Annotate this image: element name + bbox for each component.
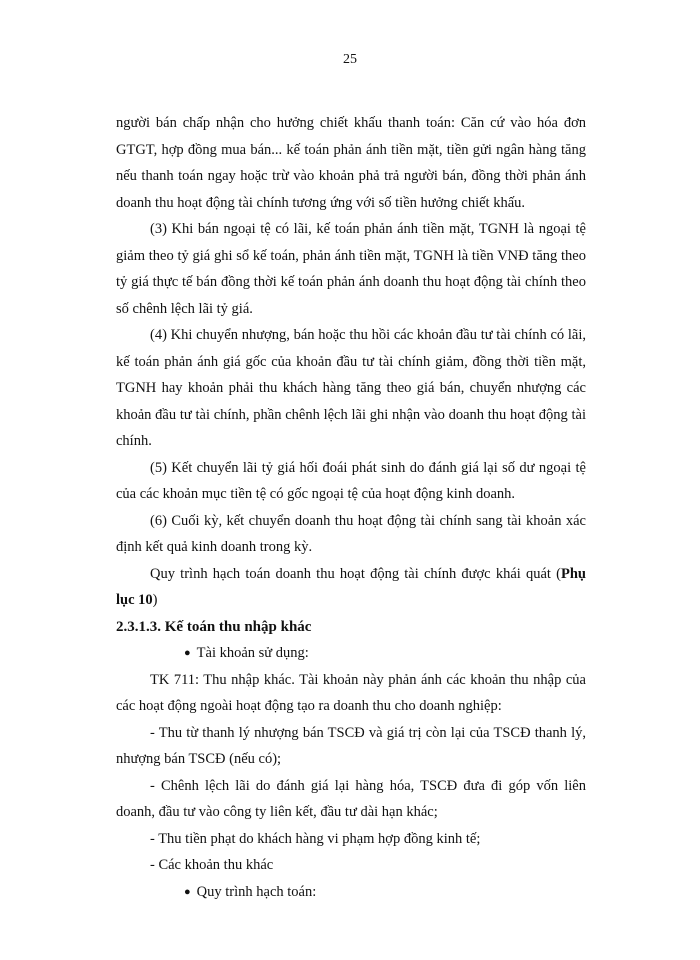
paragraph-ket-chuyen-lai: (5) Kết chuyển lãi tỷ giá hối đoái phát sinh do đánh giá lại số dư ngoại tệ của các khoản mục tiền tệ có gốc ngoại tệ của hoạt động kinh doanh. (116, 459, 586, 502)
list-item-thanh-ly: - Thu từ thanh lý nhượng bán TSCĐ và giá trị còn lại của TSCĐ thanh lý, nhượng bán TSCĐ (nếu có); (116, 724, 586, 767)
paragraph-ban-ngoai-te: (3) Khi bán ngoại tệ có lãi, kế toán phản ánh tiền mặt, TGNH là ngoại tệ giảm theo tỷ giá ghi sổ kế toán, phản ánh tiền mặt, TGNH là tiền VNĐ tăng theo tỷ giá thực tế bán đồng thời kế toán phản ánh doanh thu hoạt động tài chính theo số chênh lệch lãi tỷ giá. (116, 221, 586, 317)
list-item-chenh-lech: - Chênh lệch lãi do đánh giá lại hàng hóa, TSCĐ đưa đi góp vốn liên doanh, đầu tư vào công ty liên kết, đầu tư dài hạn khác; (116, 777, 586, 820)
document-body (116, 110, 586, 905)
paragraph-chuyen-nhuong: (4) Khi chuyển nhượng, bán hoặc thu hồi các khoản đầu tư tài chính có lãi, kế toán phản ánh giá gốc của khoản đầu tư tài chính giảm, đồng thời tiền mặt, TGNH hay khoản phải thu khách hàng tăng theo giá bán, chuyển nhượng các khoản đầu tư tài chính, phần chênh lệch lãi ghi nhận vào doanh thu hoạt động tài chính. (116, 327, 586, 449)
paragraph-quy-trinh-end: ) (152, 592, 158, 608)
page-number: 25 (343, 52, 357, 67)
paragraph-chiet-khau: người bán chấp nhận cho hưởng chiết khấu thanh toán: Căn cứ vào hóa đơn GTGT, hợp đồng mua bán... kế toán phản ánh tiền mặt, tiền gửi ngân hàng tăng nếu thanh toán ngay hoặc trừ vào khoản phả trả người bán, đồng thời phản ánh doanh thu hoạt động tài chính tương ứng với số tiền hưởng chiết khấu. (116, 115, 586, 211)
paragraph-quy-trinh-text: Quy trình hạch toán doanh thu hoạt động tài chính được khái quát ( (150, 565, 561, 582)
bullet-quy-trinh-text: Quy trình hạch toán: (196, 883, 317, 900)
bullet-icon: ● (184, 647, 191, 659)
section-heading: 2.3.1.3. Kế toán thu nhập khác (116, 618, 312, 635)
paragraph-cuoi-ky: (6) Cuối kỳ, kết chuyển doanh thu hoạt động tài chính sang tài khoản xác định kết quả kinh doanh trong kỳ. (116, 512, 586, 555)
list-item-tien-phat: - Thu tiền phạt do khách hàng vi phạm hợp đồng kinh tế; (150, 830, 481, 847)
appendix-reference: Phụ lục 10 (116, 565, 586, 608)
paragraph-quy-trinh-phu-luc (116, 561, 586, 614)
list-item-khoan-khac: - Các khoản thu khác (150, 857, 274, 873)
bullet-tai-khoan (116, 640, 586, 667)
paragraph-tk-711: TK 711: Thu nhập khác. Tài khoản này phản ánh các khoản thu nhập của các hoạt động ngoài hoạt động tạo ra doanh thu cho doanh nghiệp: (116, 671, 586, 714)
bullet-quy-trinh (116, 879, 586, 906)
bullet-icon: ● (184, 885, 191, 898)
bullet-tai-khoan-text: Tài khoản sử dụng: (196, 645, 309, 661)
